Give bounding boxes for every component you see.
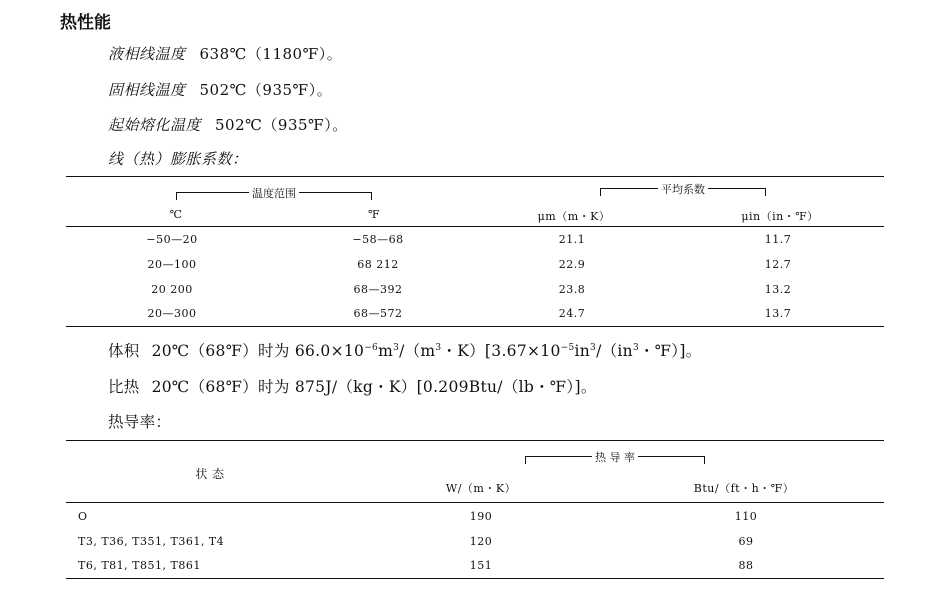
- volume-text-b: m: [378, 342, 394, 360]
- header-uin-inf: μin（in・℉）: [741, 210, 819, 223]
- temp-range-caption: 温度范围: [249, 185, 299, 201]
- cond-row-1-btu: 110: [734, 510, 758, 523]
- coef-bracket: [600, 183, 766, 196]
- incipient-melting-label: 起始熔化温度: [108, 116, 202, 134]
- conductivity-label: 热导率：: [108, 413, 172, 431]
- volume-exp-6: 3: [632, 342, 639, 353]
- cond-table-top-rule: [66, 440, 884, 441]
- cond-row-1-state: O: [78, 510, 88, 523]
- expansion-line: [108, 148, 262, 169]
- volume-line: [108, 339, 702, 361]
- exp-row-4-um: 24.7: [558, 307, 586, 320]
- exp-row-4-f: 68—572: [353, 307, 403, 320]
- expansion-label: 线（热）膨胀系数：: [108, 150, 248, 168]
- exp-row-2-uin: 12.7: [764, 258, 792, 271]
- volume-exp-4: −5: [560, 342, 575, 353]
- section-heading: 热性能: [60, 13, 111, 33]
- volume-label: 体积: [108, 342, 140, 360]
- cond-row-2-w: 120: [469, 535, 493, 548]
- coef-caption: 平均系数: [658, 181, 708, 197]
- volume-text-c: /（m: [399, 342, 436, 360]
- specific-heat-line: [108, 375, 597, 397]
- exp-row-1-uin: 11.7: [764, 233, 792, 246]
- exp-row-1-c: −50—20: [146, 233, 198, 246]
- cond-row-3-btu: 88: [738, 559, 754, 572]
- exp-row-2-f: 68 212: [357, 258, 399, 271]
- exp-row-3-f: 68—392: [353, 283, 403, 296]
- header-celsius: ℃: [169, 208, 183, 221]
- liquidus-label: 液相线温度: [108, 45, 186, 63]
- exp-row-2-um: 22.9: [558, 258, 586, 271]
- cond-row-2-btu: 69: [738, 535, 754, 548]
- header-fahrenheit: ℉: [367, 208, 381, 221]
- volume-text-e: in: [574, 342, 591, 360]
- exp-row-3-uin: 13.2: [764, 283, 792, 296]
- volume-text-f: /（in: [596, 342, 633, 360]
- exp-table-top-rule: [66, 176, 884, 177]
- volume-exp-5: 3: [590, 342, 597, 353]
- exp-row-1-f: −58—68: [352, 233, 404, 246]
- liquidus-value: 638℃（1180℉）。: [199, 45, 343, 63]
- volume-text-g: ・℉）]。: [638, 342, 702, 360]
- exp-table-bottom-rule: [66, 326, 884, 327]
- incipient-melting-line: [108, 114, 348, 135]
- cond-row-2-state: T3, T36, T351, T361, T4: [78, 535, 225, 548]
- volume-text-a: 20℃（68℉）时为 66.0×10: [151, 342, 365, 360]
- exp-table-header-rule: [66, 226, 884, 227]
- conductivity-caption: 热 导 率: [592, 449, 638, 465]
- header-btu: Btu/（ft・h・℉）: [693, 482, 795, 495]
- temp-range-bracket: [176, 187, 372, 200]
- cond-row-3-w: 151: [469, 559, 493, 572]
- liquidus-line: [108, 43, 342, 64]
- exp-row-3-um: 23.8: [558, 283, 586, 296]
- volume-exp-2: 3: [393, 342, 400, 353]
- cond-table-bottom-rule: [66, 578, 884, 579]
- state-header: 状 态: [195, 467, 225, 481]
- volume-exp-3: 3: [435, 342, 442, 353]
- exp-row-4-c: 20—300: [147, 307, 197, 320]
- solidus-label: 固相线温度: [108, 81, 186, 99]
- solidus-line: [108, 79, 332, 100]
- cond-row-1-w: 190: [469, 510, 493, 523]
- cond-table-header-rule: [66, 502, 884, 503]
- exp-row-1-um: 21.1: [558, 233, 586, 246]
- header-um-mk: μm（m・K）: [537, 210, 611, 223]
- exp-row-3-c: 20 200: [151, 283, 193, 296]
- volume-text-d: ・K）[3.67×10: [441, 342, 561, 360]
- header-w-mk: W/（m・K）: [445, 482, 517, 495]
- exp-row-4-uin: 13.7: [764, 307, 792, 320]
- solidus-value: 502℃（935℉）。: [199, 81, 333, 99]
- specific-heat-label: 比热: [108, 378, 140, 396]
- specific-heat-text: 20℃（68℉）时为 875J/（kg・K）[0.209Btu/（lb・℉）]。: [151, 378, 597, 396]
- volume-exp-1: −6: [364, 342, 379, 353]
- conductivity-bracket: [525, 451, 705, 464]
- cond-row-3-state: T6, T81, T851, T861: [78, 559, 201, 572]
- exp-row-2-c: 20—100: [147, 258, 197, 271]
- incipient-melting-value: 502℃（935℉）。: [215, 116, 348, 134]
